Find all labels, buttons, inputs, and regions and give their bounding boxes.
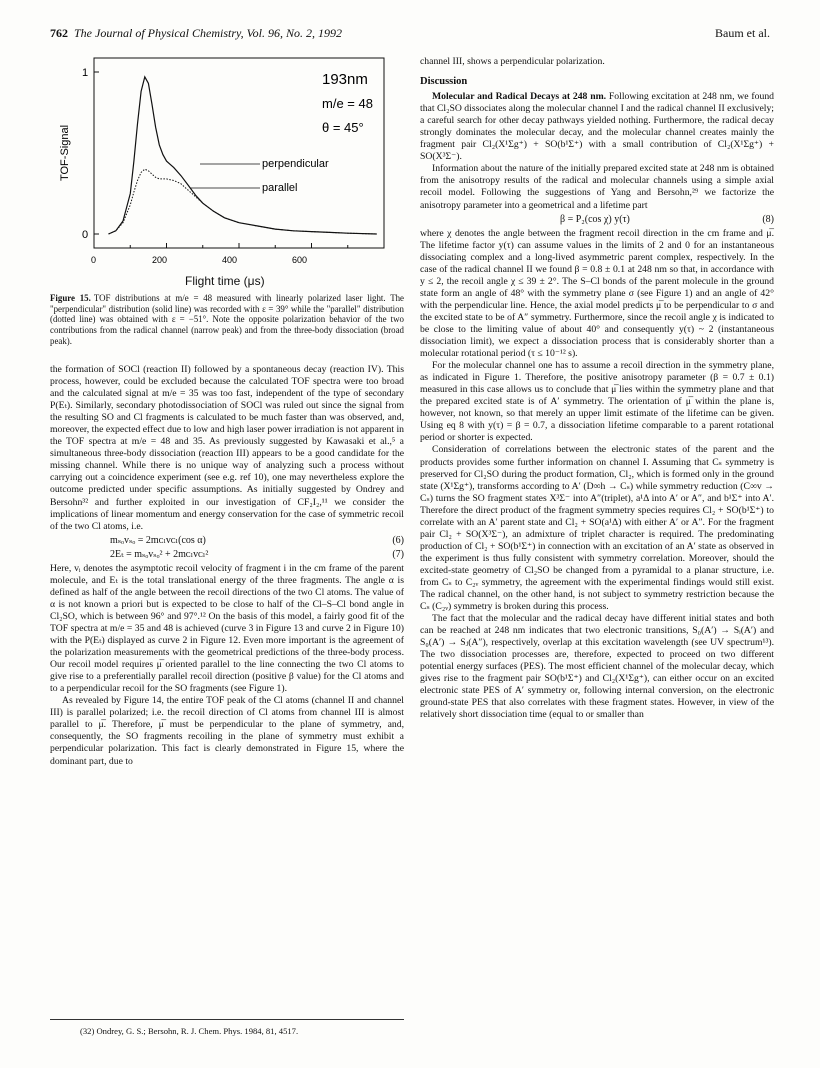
- legend-wavelength: 193nm: [322, 71, 368, 88]
- paragraph: Consideration of correlations between the electronic states of the parent and the products provides some further information on channel I. Assuming that Cₛ symmetry is preserved for Cl₂SO during the product formation, Cl₂, which is formed only in the ground state (X¹Σg⁺), transforms according to A′ (D∞h → Cₛ) while symmetry reduction (C∞v → Cₛ) turns the SO fragment states X³Σ⁻ into A″(triplet), a¹Δ into A′ or A″, and b¹Σ⁺ into A′. Therefore the direct product of the fragment symmetry species requires Cl₂ + SO(b¹Σ⁺) to correlate with an A′ parent state and Cl₂ + SO(a¹Δ) with either A′ or A″. For the fragment pair Cl₂ + SO(X³Σ⁻), an admixture of triplet character is required. The predominating production of Cl₂ + SO(b¹Σ⁺) in connection with an excitation of an A′ state as observed in the experiment is thus fully consistent with symmetry correlation. Moreover, should the excited-state geometry of Cl₂SO be changed from a pyramidal to a planar structure, i.e. from Cₛ to C₂ᵥ symmetry, the agreement with the experimental findings would still exist. The radical channel, on the other hand, is not subject to symmetry restriction because the Cₛ (C₂ᵥ) symmetry is broken during this process.: [420, 444, 774, 613]
- y-tick-1: 1: [82, 67, 89, 79]
- running-header-authors: Baum et al.: [715, 26, 770, 40]
- series-parallel-line: [109, 169, 377, 234]
- label-perpendicular: perpendicular: [262, 158, 329, 170]
- right-column: [420, 56, 774, 722]
- paragraph: where χ denotes the angle between the fragment recoil direction in the cm frame and μ̅. The lifetime factor y(τ) can assume values in the limits of 2 and 0 for an instantaneous dissociating complex and a long-lived asymmetric parent complex, respectively. In the case of the radical channel II we found β = 0.8 ± 0.1 at 248 nm so that, in accordance with y ≤ 2, the recoil angle χ ≤ 39 ± 2°. The S–Cl bonds of the parent molecule in the ground state form an angle of 48° with the symmetry plane σ (see Figure 1) and an angle of 42° with the perpendicular line. Hence, the axial model predicts μ̅ to be perpendicular to σ and the excited state to be of A″ symmetry. Furthermore, since the recoil angle χ is indicated to be close to the limiting value of about 40° and consequently y(τ) ~ 2 (instantaneous dissociation limit), we expect a dissociation process that is considerably shorter than a molecular rotational period (τ ≤ 10⁻¹² s).: [420, 227, 774, 360]
- equation-6-body: mₛₒvₛₒ = 2mᴄₗvᴄₗ(cos α): [110, 534, 206, 546]
- caption-text: TOF distributions at m/e = 48 measured with linearly polarized laser light. The "perpendicular" distribution (solid line) was recorded with ε = 39° while the "parallel" distribution (dotted line) was obtained with ε = −51°. Note the opposite polarization behavior of the two contributions from the radical channel (narrow peak) and from the three-body dissociation (broad peak).: [50, 293, 404, 346]
- equation-7-number: (7): [392, 548, 404, 560]
- runin-heading: Molecular and Radical Decays at 248 nm.: [432, 91, 607, 103]
- x-tick-600: 600: [292, 255, 308, 265]
- page-number: 762: [50, 26, 68, 40]
- paragraph: [420, 91, 774, 163]
- running-header-left: [50, 26, 342, 41]
- paragraph: As revealed by Figure 14, the entire TOF peak of the Cl atoms (channel II and channel III) is parallel polarized; i.e. the recoil direction of Cl atoms from channel III is almost parallel to μ̅. Therefore, μ̅ must be perpendicular to the plane of symmetry, and, consequently, the SO fragments recoiling in the plane of symmetry must exhibit a perpendicular polarization. This fact is clearly demonstrated in Figure 15, where the dominant part, due to: [50, 695, 404, 767]
- footnote-rule: [50, 1019, 404, 1020]
- paragraph: the formation of SOCl (reaction II) followed by a spontaneous decay (reaction IV). This process, however, could be excluded because the calculated TOF spectra were too broad and the calculated signal at m/e = 35 was too fast, independent of the type of secondary P(Eₜ). Similarly, secondary photodissociation of SOCl was ruled out since the signal from the resulting SO and Cl fragments is calculated to be much faster than was observed, and, moreover, the expected effect due to low and high laser power irradiation is not apparent in the TOF spectra at m/e = 48 and 35. As previously suggested by Kawasaki et al.,⁵ a simultaneous three-body dissociation (reaction III) appears to be a good candidate for the missing channel. While there is no unique way of analyzing such a process without carrying out a coincidence experiment (see e.g. ref 10), one may nevertheless explore the outcome predicted under specific assumptions. As initially suggested by Ondrey and Bersohn³² and further exploited in our investigation of CF₂I₂,¹¹ we consider the implications of linear momentum and energy conservation for the case of symmetric recoil of the two Cl atoms, i.e.: [50, 364, 404, 532]
- y-tick-0: 0: [82, 229, 89, 241]
- y-axis-label: TOF-Signal: [59, 124, 71, 182]
- caption-label: Figure 15.: [50, 293, 91, 303]
- equation-6-number: (6): [392, 534, 404, 546]
- paragraph: Information about the nature of the initially prepared excited state at 248 nm is obtained from the anisotropy results of the radical and molecular channels using a simple axial recoil model. Following the suggestions of Yang and Bersohn,²⁹ we factorize the anisotropy parameter into a geometrical and a lifetime part: [420, 163, 774, 211]
- paragraph: channel III, shows a perpendicular polarization.: [420, 56, 605, 67]
- equation-8: [420, 214, 774, 226]
- figure-caption: [50, 293, 404, 347]
- paragraph: Here, vᵢ denotes the asymptotic recoil velocity of fragment i in the cm frame of the parent molecule, and Eₜ is the total translational energy of the three fragments. The angle α is defined as half of the angle between the recoil directions of the two Cl atoms. The value of α is not known a priori but is expected to be close to half of the Cl–S–Cl bond angle in Cl₂SO, which is between 96° and 97°.¹² On the basis of this model, a fairly good fit of the TOF spectra at m/e = 35 and 48 is achieved (curve 3 in Figure 13 and curve 2 in Figure 10) with the P(Eₜ) displayed as curve 2 in Figure 12. Even more important is the agreement of the polarization measurements with the geometrical predictions of the three-body process. Our recoil model requires μ̅ oriented parallel to the line connecting the two Cl atoms to give rise to a preferentially parallel recoil direction (positive β value) for the Cl atoms and to a perpendicular recoil for the SO fragments (see Figure 1).: [50, 562, 404, 695]
- equation-7-body: 2Eₜ = mₛₒvₛₒ² + 2mᴄₗvᴄₗ²: [110, 548, 209, 560]
- x-tick-0: 0: [91, 255, 97, 265]
- figure-15-chart: [50, 48, 404, 274]
- equation-8-number: (8): [762, 213, 774, 225]
- journal-title: The Journal of Physical Chemistry, Vol. 96, No. 2, 1992: [74, 26, 342, 40]
- legend-angle: θ = 45°: [322, 120, 364, 135]
- section-heading: Discussion: [420, 76, 468, 88]
- paragraph: For the molecular channel one has to assume a recoil direction in the symmetry plane, as indicated in Figure 1. Therefore, the positive anisotropy parameter (β = 0.7 ± 0.1) measured in this case allows us to conclude that μ̅ lies within the symmetry plane and that the prepared excited state is of A′ symmetry. The orientation of μ̅ within the plane is, however, not known, so that merely an upper limit estimate of the lifetime can be given. Using eq 8 with y(τ) = β = 0.7, a dissociation lifetime comparable to a parent rotational period or shorter is expected.: [420, 360, 774, 444]
- label-parallel: parallel: [262, 182, 298, 194]
- legend-mass: m/e = 48: [322, 96, 373, 111]
- x-axis-label: Flight time (μs): [185, 274, 265, 288]
- x-tick-400: 400: [222, 255, 238, 265]
- equation-8-body: β = P₂(cos χ) y(τ): [560, 213, 630, 225]
- x-tick-200: 200: [152, 255, 168, 265]
- equation-7: [50, 549, 404, 561]
- equation-6: [50, 535, 404, 547]
- paragraph-text: Following excitation at 248 nm, we found that Cl₂SO dissociates along the molecular channel I and the radical channel II exclusively; a careful search for other decay pathways yielded nothing. Furthermore, the radical decay strongly dominates the molecular decay, and the molecular channel creates mainly the fragment pair Cl₂(X¹Σg⁺) + SO(b¹Σ⁺) with a small contribution of Cl₂(X¹Σg⁺) + SO(X³Σ⁻).: [420, 91, 775, 163]
- paragraph: The fact that the molecular and the radical decay have different initial states and both can be reached at 248 nm indicates that two electronic transitions, S₀(A′) → Sᵢ(A′) and S₀(A′) → Sⱼ(A″), respectively, overlap at this excitation wavelength (see UV spectrum¹³). The two dissociation processes are, therefore, expected to proceed on two different potential energy surfaces (PES). The most efficient channel of the molecular decay, which gives rise to the fragment pair SO(b¹Σ⁺) and Cl₂(X¹Σg⁺), can either occur on an excited electronic state PES of A′ symmetry or, following internal conversion, on the electronic ground-state PES that also correlates with these fragment states. However, in view of the relatively short dissociation time (equal to or smaller than: [420, 613, 774, 721]
- left-column: [50, 364, 404, 768]
- footnote: (32) Ondrey, G. S.; Bersohn, R. J. Chem. Phys. 1984, 81, 4517.: [80, 1026, 299, 1036]
